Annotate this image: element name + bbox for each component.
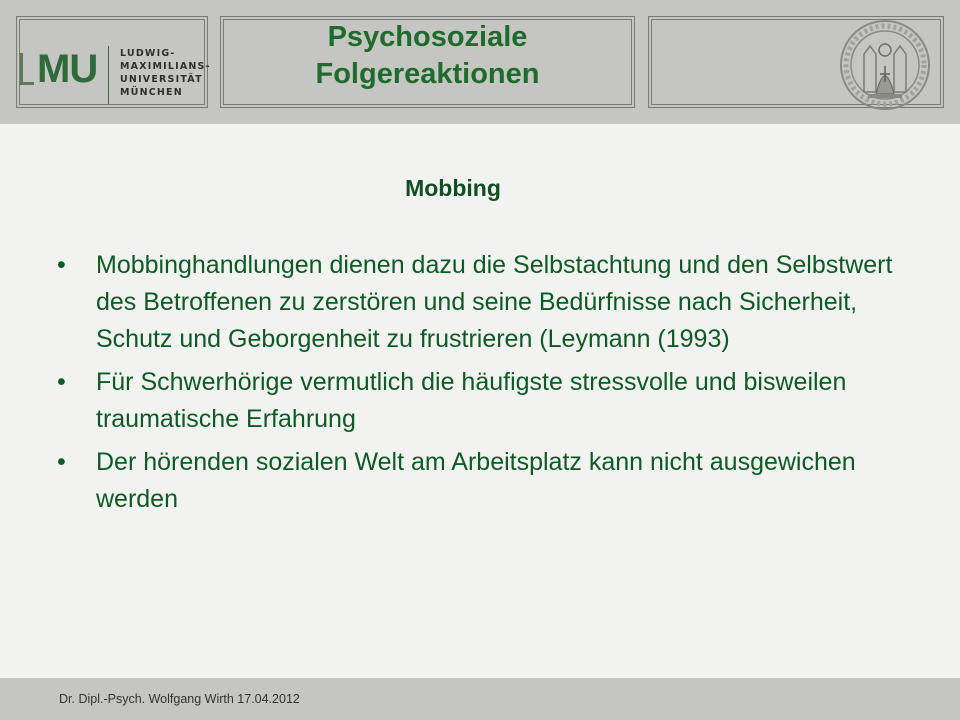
bullet-marker: • bbox=[57, 448, 66, 476]
bullet-item bbox=[57, 247, 917, 358]
bullet-list bbox=[57, 247, 917, 524]
bullet-item bbox=[57, 364, 917, 438]
bullet-item bbox=[57, 444, 917, 518]
bullet-marker: • bbox=[57, 368, 66, 396]
university-seal-icon bbox=[838, 18, 932, 112]
bullet-text: Mobbinghandlungen dienen dazu die Selbstachtung und den Selbstwert des Betroffenen zu zerstören und seine Bedürfnisse nach Sicherheit, Schutz und Geborgenheit zu frustrieren (Leymann (1993) bbox=[96, 251, 893, 353]
title-line: Psychosoziale bbox=[327, 21, 528, 53]
header-bar bbox=[0, 0, 960, 124]
bullet-marker: • bbox=[57, 251, 66, 279]
bullet-text: Der hörenden sozialen Welt am Arbeitsplatz kann nicht ausgewichen werden bbox=[96, 448, 856, 513]
footer-text: Dr. Dipl.-Psych. Wolfgang Wirth 17.04.2012 bbox=[59, 692, 300, 706]
title-line: Folgereaktionen bbox=[315, 58, 540, 90]
university-name: LUDWIG- MAXIMILIANS- UNIVERSITÄT MÜNCHEN bbox=[120, 48, 211, 98]
lmu-logo: MU bbox=[20, 53, 97, 85]
bullet-text: Für Schwerhörige vermutlich die häufigste stressvolle und bisweilen traumatische Erfahrung bbox=[96, 368, 847, 433]
slide-title bbox=[220, 19, 635, 93]
logo-divider bbox=[108, 46, 109, 104]
slide-subtitle: Mobbing bbox=[405, 175, 501, 201]
